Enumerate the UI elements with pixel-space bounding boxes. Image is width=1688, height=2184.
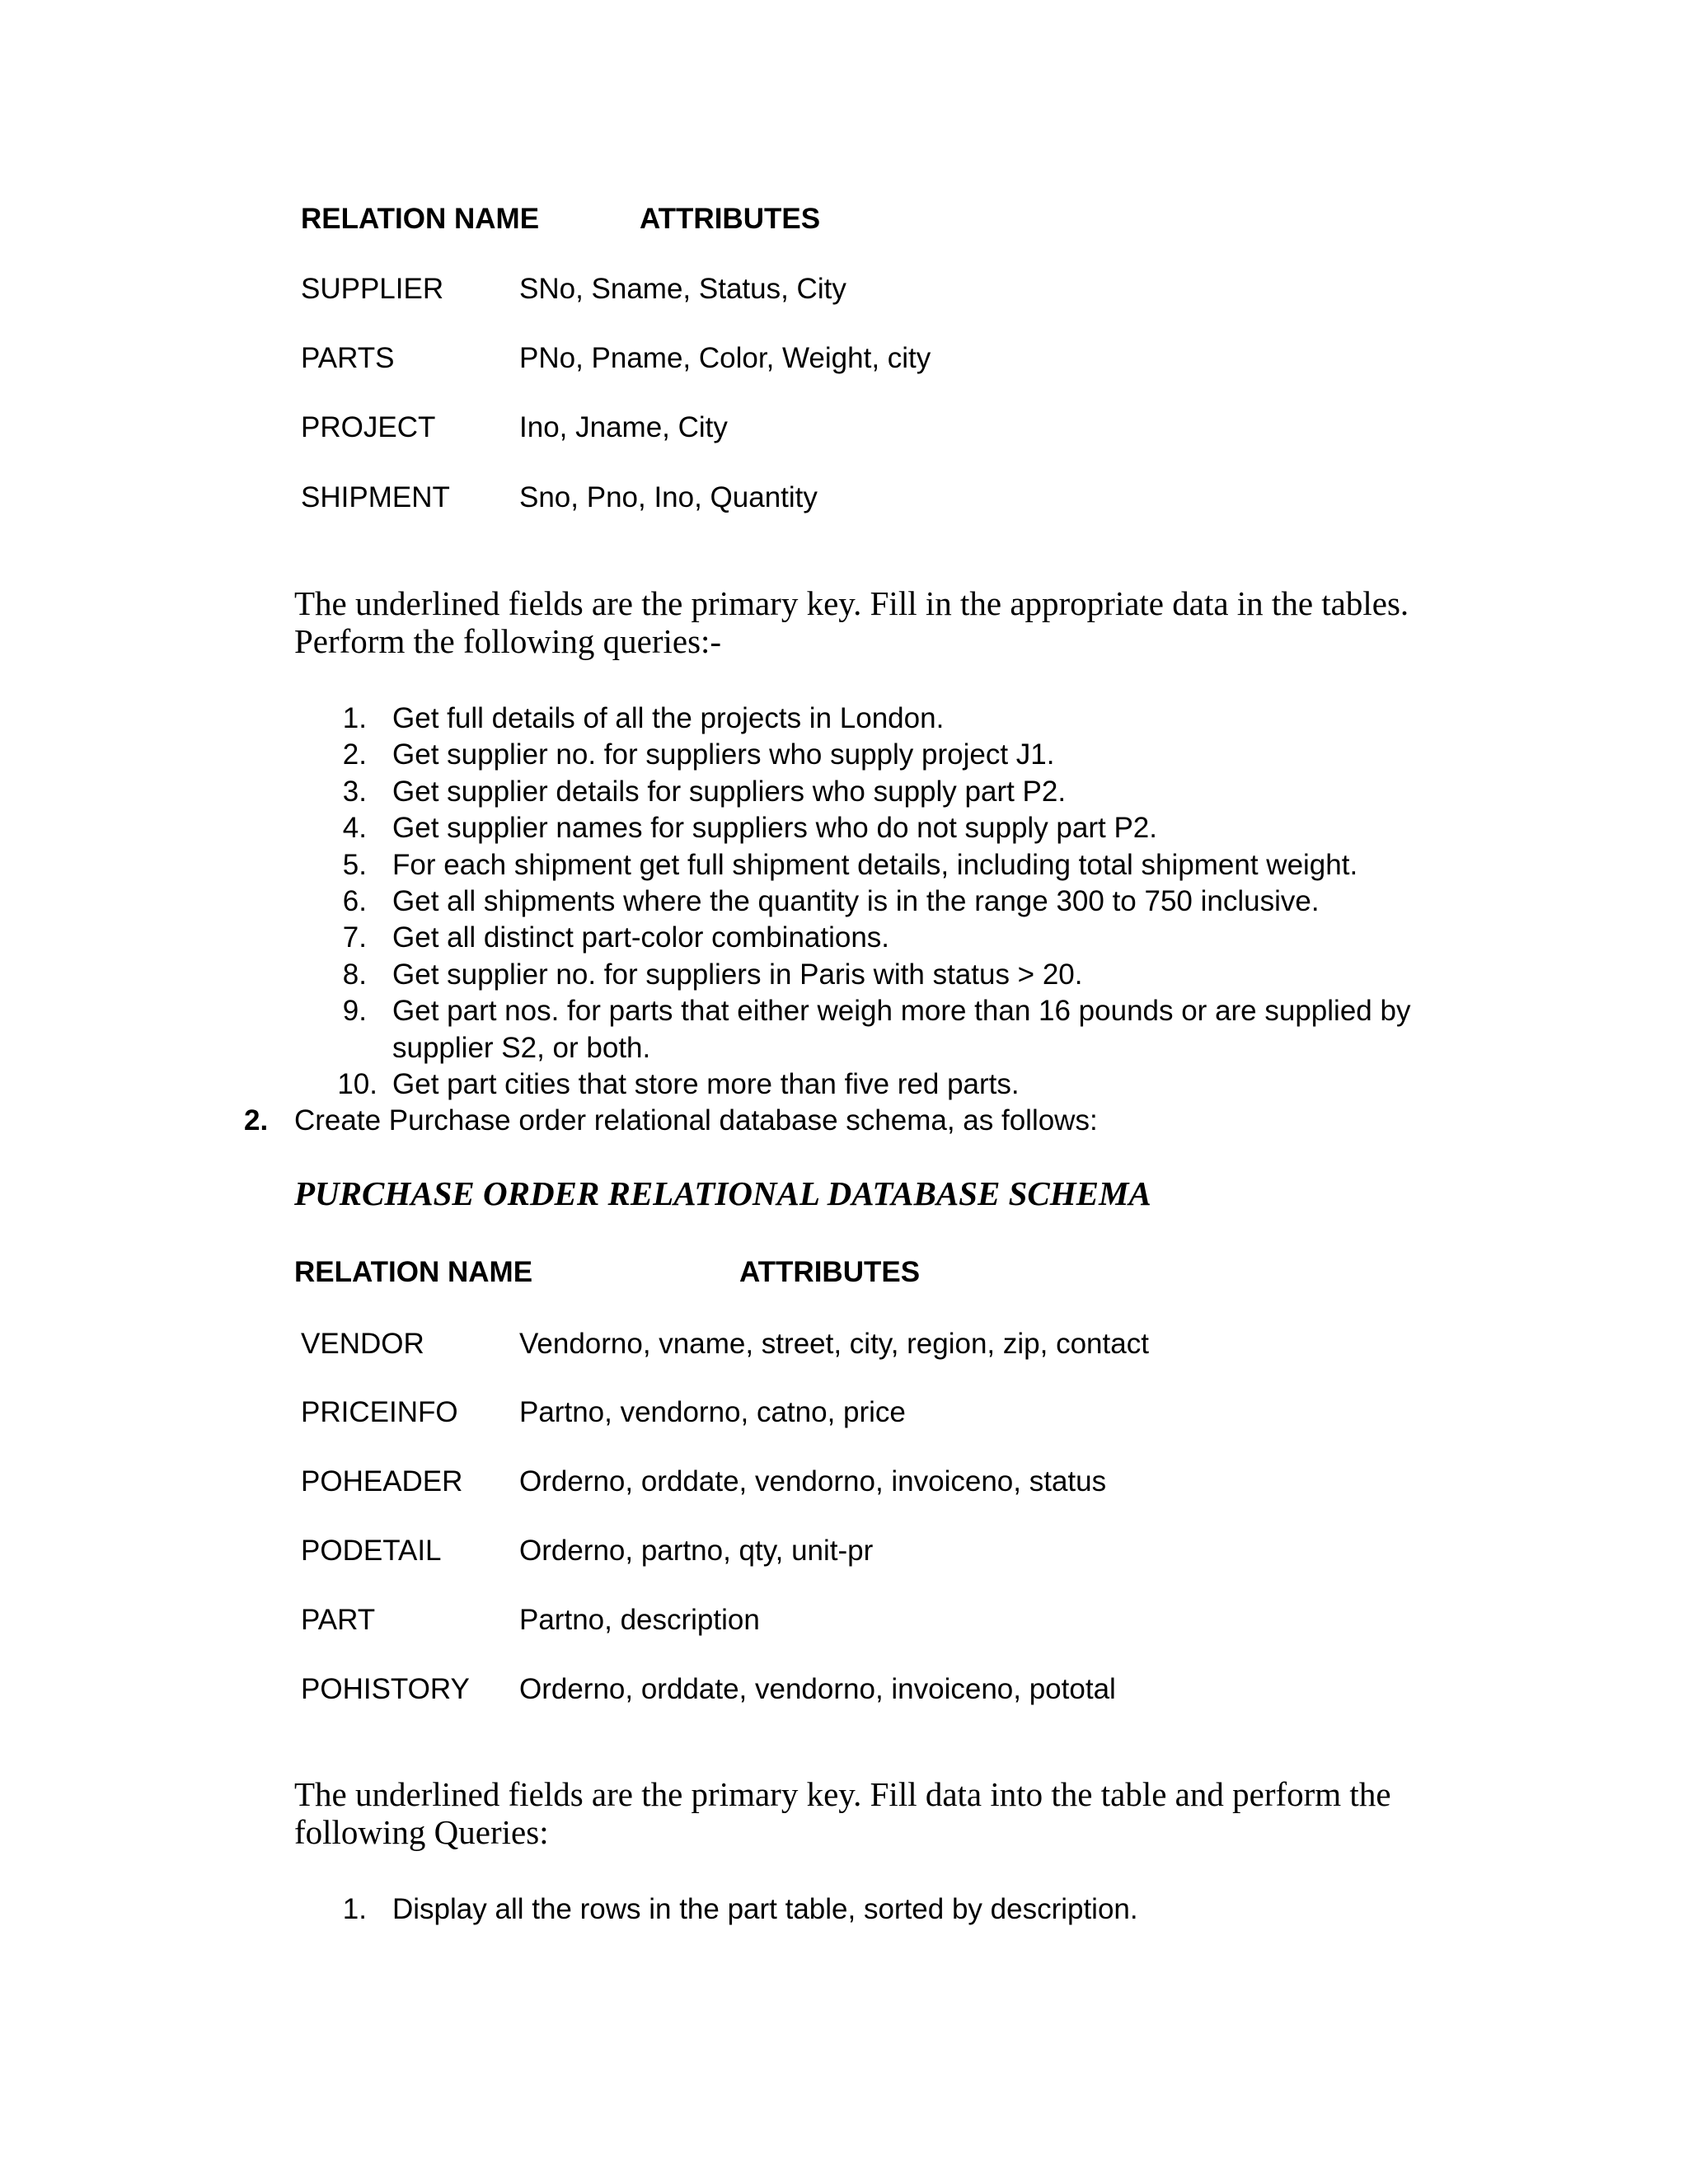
attributes-cell: Orderno, orddate, vendorno, invoiceno, status <box>519 1465 1107 1497</box>
attributes-cell: Partno, description <box>519 1604 760 1636</box>
list-item: Get all distinct part-color combinations. <box>392 921 890 954</box>
relation-name-header: RELATION NAME <box>294 1256 533 1288</box>
attributes-cell: Ino, Jname, City <box>519 411 728 443</box>
attributes-cell: Orderno, partno, qty, unit-pr <box>519 1535 874 1567</box>
attributes-cell: Partno, vendorno, catno, price <box>519 1396 906 1428</box>
list-item: Get all shipments where the quantity is in the range 300 to 750 inclusive. <box>392 885 1320 917</box>
list-item-continuation: supplier S2, or both. <box>392 1032 651 1064</box>
attributes-cell: Orderno, orddate, vendorno, invoiceno, pototal <box>519 1673 1116 1705</box>
section-number: 2. <box>244 1104 269 1137</box>
list-number: 9. <box>342 995 367 1027</box>
attributes-cell: PNo, Pname, Color, Weight, city <box>519 342 931 374</box>
list-item: Get full details of all the projects in London. <box>392 702 945 734</box>
intro-paragraph-line: following Queries: <box>294 1813 549 1851</box>
list-item: Get supplier names for suppliers who do not supply part P2. <box>392 812 1157 844</box>
list-item: Display all the rows in the part table, sorted by description. <box>392 1893 1138 1925</box>
section-text: Create Purchase order relational database schema, as follows: <box>294 1104 1098 1137</box>
schema-title: PURCHASE ORDER RELATIONAL DATABASE SCHEMA <box>294 1174 1151 1212</box>
relation-name-cell: PRICEINFO <box>301 1396 458 1428</box>
relation-name-cell: VENDOR <box>301 1328 424 1360</box>
list-number: 7. <box>342 921 367 954</box>
relation-name-cell: SHIPMENT <box>301 481 450 513</box>
attributes-cell: SNo, Sname, Status, City <box>519 273 846 305</box>
intro-paragraph-line: Perform the following queries:- <box>294 622 722 660</box>
list-item: Get supplier no. for suppliers who supply project J1. <box>392 738 1055 771</box>
intro-paragraph-line: The underlined fields are the primary key. Fill in the appropriate data in the tables. <box>294 584 1409 622</box>
list-item: Get supplier details for suppliers who supply part P2. <box>392 776 1067 808</box>
list-number: 1. <box>342 1893 367 1925</box>
list-number: 3. <box>342 776 367 808</box>
list-item: Get part nos. for parts that either weigh more than 16 pounds or are supplied by <box>392 995 1411 1027</box>
list-number: 8. <box>342 958 367 991</box>
list-number: 4. <box>342 812 367 844</box>
list-item: For each shipment get full shipment details, including total shipment weight. <box>392 849 1358 881</box>
relation-name-header: RELATION NAME <box>301 203 540 235</box>
list-number: 10. <box>337 1068 377 1100</box>
list-number: 2. <box>342 738 367 771</box>
relation-name-cell: SUPPLIER <box>301 273 444 305</box>
relation-name-cell: POHISTORY <box>301 1673 470 1705</box>
list-item: Get supplier no. for suppliers in Paris with status > 20. <box>392 958 1083 991</box>
relation-name-cell: PROJECT <box>301 411 436 443</box>
relation-name-cell: PARTS <box>301 342 395 374</box>
relation-name-cell: PODETAIL <box>301 1535 442 1567</box>
attributes-header: ATTRIBUTES <box>739 1256 921 1288</box>
attributes-header: ATTRIBUTES <box>640 203 821 235</box>
relation-name-cell: POHEADER <box>301 1465 463 1497</box>
relation-name-cell: PART <box>301 1604 376 1636</box>
list-number: 5. <box>342 849 367 881</box>
list-item: Get part cities that store more than five red parts. <box>392 1068 1020 1100</box>
attributes-cell: Sno, Pno, Ino, Quantity <box>519 481 818 513</box>
list-number: 6. <box>342 885 367 917</box>
list-number: 1. <box>342 702 367 734</box>
intro-paragraph-line: The underlined fields are the primary key. Fill data into the table and perform the <box>294 1775 1391 1813</box>
attributes-cell: Vendorno, vname, street, city, region, zip, contact <box>519 1328 1149 1360</box>
